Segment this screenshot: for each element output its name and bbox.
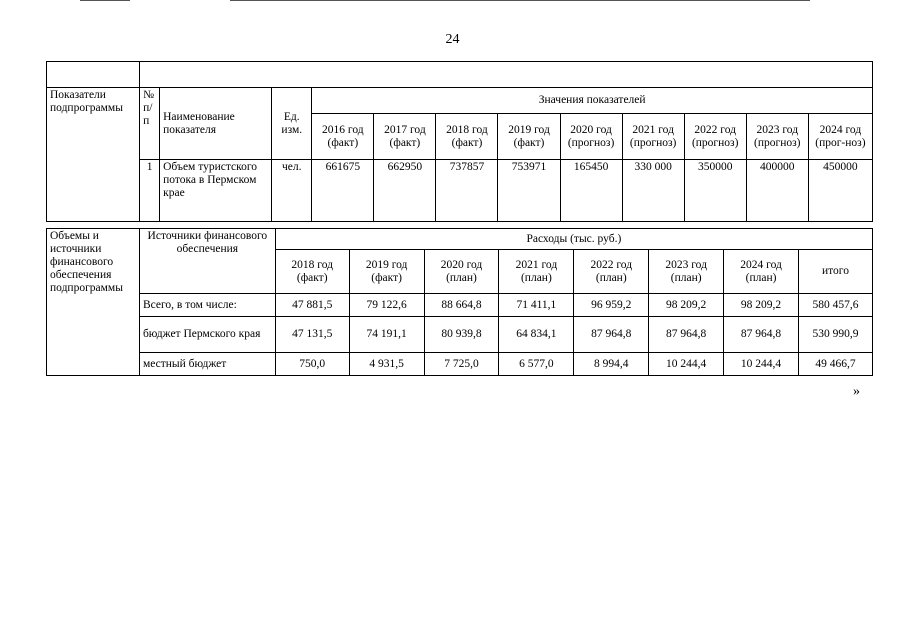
expense-value: 71 411,1 <box>499 294 574 317</box>
expenses-header: Расходы (тыс. руб.) <box>275 229 872 250</box>
unit-header: Ед. изм. <box>272 88 312 160</box>
expense-value: 7 725,0 <box>424 353 499 376</box>
expense-value: 47 881,5 <box>275 294 349 317</box>
year-header: 2019 год (факт) <box>349 250 424 294</box>
indicator-value: 753971 <box>498 160 560 222</box>
indicator-value: 661675 <box>312 160 374 222</box>
expense-value: 750,0 <box>275 353 349 376</box>
source-header: Источники финансового обеспечения <box>139 229 275 294</box>
expense-value: 6 577,0 <box>499 353 574 376</box>
top-rule-right <box>230 0 810 1</box>
expense-value: 88 664,8 <box>424 294 499 317</box>
year-header: 2021 год (план) <box>499 250 574 294</box>
expense-value: 8 994,4 <box>574 353 649 376</box>
expense-value: 87 964,8 <box>574 317 649 353</box>
empty-cell <box>140 62 873 88</box>
name-header: Наименование показателя <box>160 88 272 160</box>
year-header: итого <box>799 250 873 294</box>
section-label-financing: Объемы и источники финансового обеспечения подпрограммы <box>47 229 140 376</box>
table-row <box>47 294 873 317</box>
expense-value: 580 457,6 <box>799 294 873 317</box>
year-header: 2021 год (прогноз) <box>622 114 684 160</box>
year-header: 2017 год (факт) <box>374 114 436 160</box>
table-header-row <box>47 88 873 114</box>
page-number: 24 <box>445 32 460 47</box>
expense-value: 87 964,8 <box>724 317 799 353</box>
expense-value: 47 131,5 <box>275 317 349 353</box>
closing-quote-mark: » <box>853 384 860 399</box>
expense-value: 10 244,4 <box>649 353 724 376</box>
expense-value: 87 964,8 <box>649 317 724 353</box>
num-header: № п/п <box>140 88 160 160</box>
section-label-indicators: Показатели подпрограммы <box>47 88 140 222</box>
table-top-row <box>47 62 873 88</box>
indicator-value: 400000 <box>746 160 808 222</box>
source-label: Всего, в том числе: <box>139 294 275 317</box>
row-number: 1 <box>140 160 160 222</box>
year-header: 2023 год (прогноз) <box>746 114 808 160</box>
year-header: 2024 год (план) <box>724 250 799 294</box>
indicator-value: 737857 <box>436 160 498 222</box>
expense-value: 98 209,2 <box>724 294 799 317</box>
indicator-value: 330 000 <box>622 160 684 222</box>
empty-cell <box>47 62 140 88</box>
year-header: 2016 год (факт) <box>312 114 374 160</box>
year-header: 2018 год (факт) <box>275 250 349 294</box>
values-header: Значения показателей <box>312 88 873 114</box>
indicators-table <box>46 61 873 222</box>
year-header: 2019 год (факт) <box>498 114 560 160</box>
expense-value: 74 191,1 <box>349 317 424 353</box>
table-row <box>47 317 873 353</box>
top-rule-left <box>80 0 130 1</box>
source-label: местный бюджет <box>139 353 275 376</box>
expense-value: 79 122,6 <box>349 294 424 317</box>
year-header: 2023 год (план) <box>649 250 724 294</box>
expense-value: 80 939,8 <box>424 317 499 353</box>
financing-table <box>46 228 873 376</box>
indicator-value: 450000 <box>808 160 872 222</box>
indicator-value: 165450 <box>560 160 622 222</box>
year-header: 2020 год (прогноз) <box>560 114 622 160</box>
table-row <box>47 353 873 376</box>
indicator-value: 662950 <box>374 160 436 222</box>
year-header: 2018 год (факт) <box>436 114 498 160</box>
year-header: 2020 год (план) <box>424 250 499 294</box>
expense-value: 98 209,2 <box>649 294 724 317</box>
expense-value: 96 959,2 <box>574 294 649 317</box>
year-header: 2022 год (прогноз) <box>684 114 746 160</box>
expense-value: 49 466,7 <box>799 353 873 376</box>
year-header: 2024 год (прог-ноз) <box>808 114 872 160</box>
table-row <box>47 160 873 222</box>
indicator-unit: чел. <box>272 160 312 222</box>
indicator-name: Объем туристского потока в Пермском крае <box>160 160 272 222</box>
expense-value: 4 931,5 <box>349 353 424 376</box>
expense-value: 64 834,1 <box>499 317 574 353</box>
indicator-value: 350000 <box>684 160 746 222</box>
source-label: бюджет Пермского края <box>139 317 275 353</box>
table-header-row <box>47 229 873 250</box>
expense-value: 530 990,9 <box>799 317 873 353</box>
expense-value: 10 244,4 <box>724 353 799 376</box>
year-header: 2022 год (план) <box>574 250 649 294</box>
